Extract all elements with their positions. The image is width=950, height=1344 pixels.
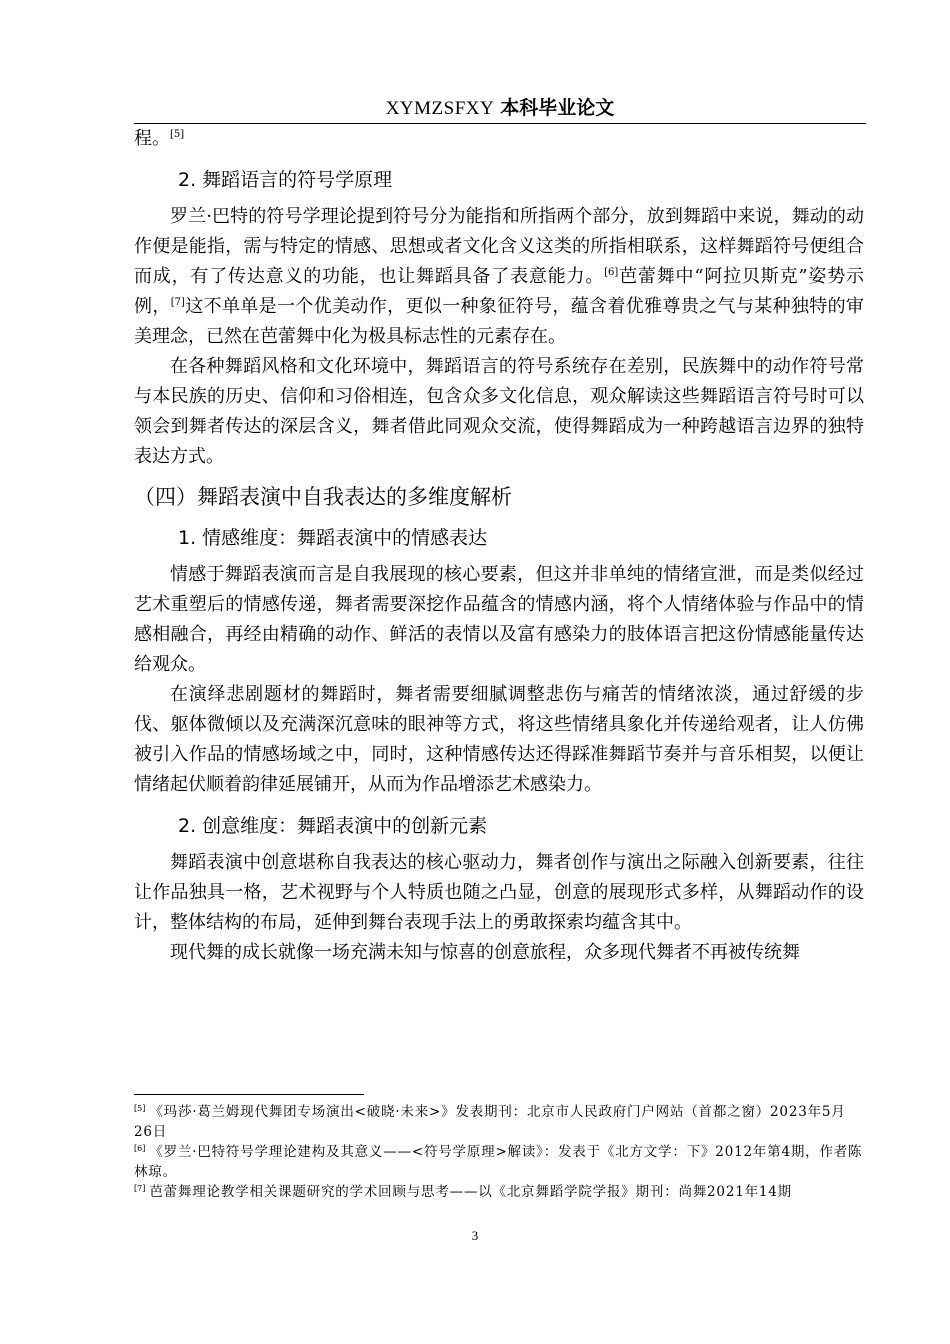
subsection-title-creative: 2. 创意维度：舞蹈表演中的创新元素 xyxy=(178,815,488,837)
citation-ref: [5] xyxy=(170,129,185,140)
continuation-paragraph: 程。[5] xyxy=(134,128,185,149)
body-text xyxy=(134,124,864,968)
footnote-separator xyxy=(134,1094,364,1095)
footnote: [7] 芭蕾舞理论教学相关课题研究的学术回顾与思考——以《北京舞蹈学院学报》期刊：尚舞2021年14期 xyxy=(134,1184,792,1200)
paragraph: 舞蹈表演中创意堪称自我表达的核心驱动力，舞者创作与演出之际融入创新要素，往往让作品独具一格，艺术视野与个人特质也随之凸显，创意的展现形式多样，从舞蹈动作的设计，整体结构的布局，延伸到舞台表现手法上的勇敢探索均蕴含其中。 xyxy=(134,852,864,933)
footnotes xyxy=(134,1102,864,1202)
footnote: [6] 《罗兰·巴特符号学理论建构及其意义——<符号学原理>解读》：发表于《北方文学：下》2012年第4期，作者陈林琼。 xyxy=(134,1144,863,1180)
paragraph: 情感于舞蹈表演而言是自我展现的核心要素，但这并非单纯的情绪宣泄，而是类似经过艺术重塑后的情感传递，舞者需要深挖作品蕴含的情感内涵，将个人情绪体验与作品中的情感相融合，再经由精确的动作、鲜活的表情以及富有感染力的肢体语言把这份情感能量传达给观众。 xyxy=(134,564,864,675)
paragraph: 现代舞的成长就像一场充满未知与惊喜的创意旅程，众多现代舞者不再被传统舞 xyxy=(170,942,800,963)
citation-ref: [6] xyxy=(604,267,619,278)
paragraph: 在演绎悲剧题材的舞蹈时，舞者需要细腻调整悲伤与痛苦的情绪浓淡，通过舒缓的步伐、躯体微倾以及充满深沉意味的眼神等方式，将这些情绪具象化并传递给观者，让人仿佛被引入作品的情感场域之中，同时，这种情感传达还得踩准舞蹈节奏并与音乐相契，以便让情绪起伏顺着韵律延展铺开，从而为作品增添艺术感染力。 xyxy=(134,684,864,795)
section-title-part4: （四）舞蹈表演中自我表达的多维度解析 xyxy=(134,485,512,509)
header-latin: XYMZSFXY xyxy=(385,98,495,119)
paragraph: 在各种舞蹈风格和文化环境中，舞蹈语言的符号系统存在差别，民族舞中的动作符号常与本民族的历史、信仰和习俗相连，包含众多文化信息，观众解读这些舞蹈语言符号时可以领会到舞者传达的深层含义，舞者借此同观众交流，使得舞蹈成为一种跨越语言边界的独特表达方式。 xyxy=(134,356,864,467)
header-title: 本科毕业论文 xyxy=(500,97,615,119)
subsection-title-emotion: 1. 情感维度：舞蹈表演中的情感表达 xyxy=(178,527,488,549)
page-number: 3 xyxy=(471,1228,479,1243)
citation-ref: [7] xyxy=(170,297,185,308)
footnote: [5] 《玛莎·葛兰姆现代舞团专场演出<破晓·未来>》发表期刊：北京市人民政府门户网站（首都之窗）2023年5月26日 xyxy=(134,1104,846,1140)
subsection-title-semiotics: 2. 舞蹈语言的符号学原理 xyxy=(178,169,393,191)
page-header xyxy=(134,96,866,121)
paragraph: 罗兰·巴特的符号学理论提到符号分为能指和所指两个部分，放到舞蹈中来说，舞动的动作便是能指，需与特定的情感、思想或者文化含义这类的所指相联系，这样舞蹈符号便组合而成，有了传达意义的功能，也让舞蹈具备了表意能力。[6]芭蕾舞中“阿拉贝斯克”姿势示例，[7]这不单单是一个优美动作，更似一种象征符号，蕴含着优雅尊贵之气与某种独特的审美理念，已然在芭蕾舞中化为极具标志性的元素存在。 xyxy=(134,206,865,347)
